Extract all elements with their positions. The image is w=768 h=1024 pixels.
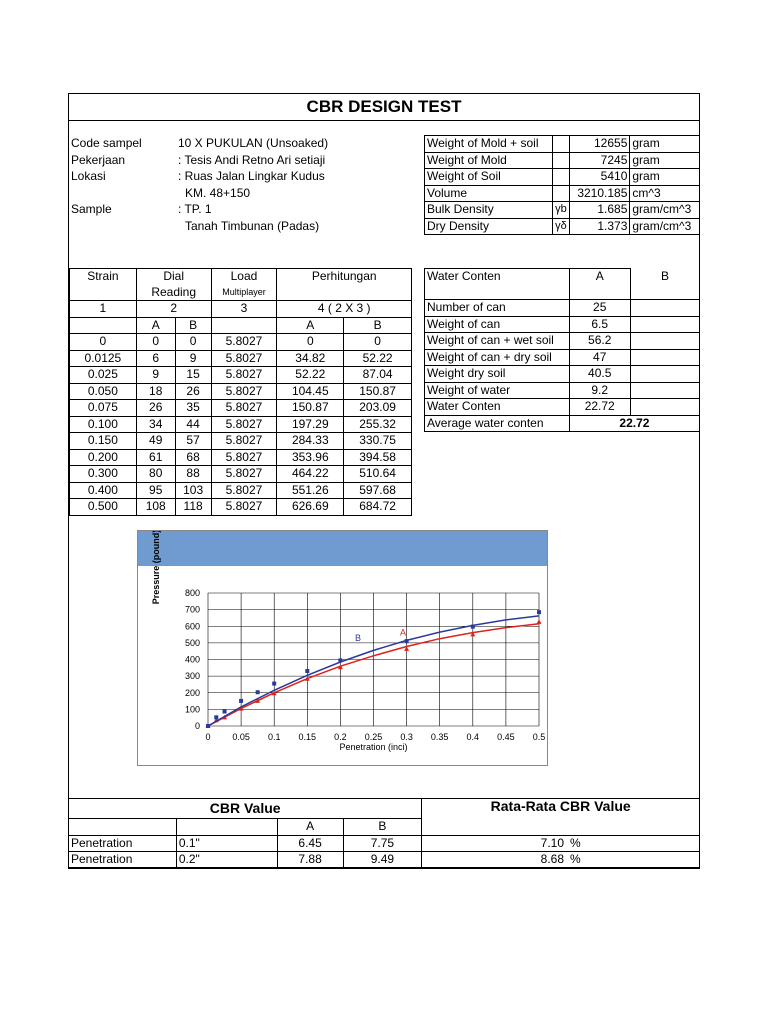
cbr-average [422,835,700,852]
dial-a: 26 [136,400,175,417]
result-a: 551.26 [277,482,344,499]
average-value: 22.72 [569,415,699,432]
density-unit: gram [630,136,700,153]
x-tick-label: 0.2 [334,732,347,742]
table-row [70,433,412,450]
density-value: 1.685 [569,202,630,219]
dial-b: 103 [175,482,211,499]
result-b: 203.09 [344,400,412,417]
water-value-a: 22.72 [569,399,630,416]
table-row [70,400,412,417]
cbr-value-b: 7.75 [343,835,422,852]
table-row [425,349,700,366]
info-label: Pekerjaan [71,152,126,167]
table-row [70,301,412,318]
cbr-average-value: 8.68 [540,852,565,867]
table-row [70,350,412,367]
cbr-table [68,798,700,869]
result-a: 0 [277,334,344,351]
cbr-header-a: A [277,819,343,836]
strain-rows [70,334,412,516]
density-value: 3210.185 [569,185,630,202]
strain-value: 0.300 [70,466,137,483]
empty-cell [176,819,277,836]
dial-a: 6 [136,350,175,367]
cbr-title: CBR Value [69,799,422,819]
dial-b: 118 [175,499,211,516]
water-value-a: 56.2 [569,333,630,350]
series-b-point [256,690,260,694]
dial-a: 18 [136,383,175,400]
sub-header-a: A [136,317,175,334]
cbr-header-b: B [343,819,422,836]
table-row [425,399,700,416]
header-multiplayer: Multiplayer [211,285,277,301]
table-row [425,415,700,432]
x-tick-label: 0 [205,732,211,742]
density-symbol: γδ [553,218,570,235]
table-row [425,300,700,317]
y-tick-label: 200 [184,687,200,698]
series-b-point [305,669,309,673]
dial-a: 95 [136,482,175,499]
load-multiplier: 5.8027 [211,433,277,450]
result-a: 353.96 [277,449,344,466]
result-a: 104.45 [277,383,344,400]
strain-value: 0.050 [70,383,137,400]
density-label: Dry Density [425,218,553,235]
table-row [425,136,700,153]
y-tick-label: 600 [184,621,200,632]
table-row [70,449,412,466]
page-title: CBR DESIGN TEST [69,94,699,121]
series-b-point [214,715,218,719]
density-value: 7245 [569,152,630,169]
result-b: 0 [344,334,412,351]
table-row [425,269,700,300]
dial-b: 57 [175,433,211,450]
info-value: KM. 48+150 [185,185,251,200]
chart-header-band [138,531,547,566]
water-rows [425,300,700,416]
y-tick-label: 500 [184,637,200,648]
table-row [425,333,700,350]
density-label: Weight of Soil [425,169,553,186]
water-label: Weight of can [425,316,570,333]
strain-value: 0.150 [70,433,137,450]
density-table [424,135,700,235]
series-a-label: A [399,627,406,638]
dial-b: 88 [175,466,211,483]
info-label: Code sampel [71,136,142,150]
dial-a: 49 [136,433,175,450]
y-tick-label: 700 [184,604,200,615]
load-multiplier: 5.8027 [211,482,277,499]
load-multiplier: 5.8027 [211,350,277,367]
load-multiplier: 5.8027 [211,400,277,417]
header-reading: Reading [136,285,211,301]
empty-cell [69,819,177,836]
info-label: Sample [71,202,112,216]
result-b: 597.68 [344,482,412,499]
info-value: 10 X PUKULAN (Unsoaked) [178,136,329,150]
result-b: 330.75 [344,433,412,450]
empty-cell [70,317,137,334]
series-b-label: B [354,633,361,644]
load-multiplier: 5.8027 [211,383,277,400]
table-row [70,317,412,334]
series-b-point [223,710,227,714]
cbr-penetration: 0.2" [176,852,277,869]
x-tick-label: 0.4 [466,732,480,742]
table-row [70,383,412,400]
dial-b: 68 [175,449,211,466]
x-tick-label: 0.45 [497,732,515,742]
cbr-value-a: 6.45 [277,835,343,852]
average-label: Average water conten [425,415,570,432]
result-a: 284.33 [277,433,344,450]
density-symbol [553,169,570,186]
water-header-b: B [630,269,699,300]
result-a: 52.22 [277,367,344,384]
density-label: Weight of Mold + soil [425,136,553,153]
water-value-b [630,382,699,399]
density-value: 5410 [569,169,630,186]
result-a: 626.69 [277,499,344,516]
result-a: 150.87 [277,400,344,417]
table-row [70,334,412,351]
water-value-b [630,366,699,383]
cbr-rows [69,835,700,868]
table-row [70,269,412,285]
result-a: 34.82 [277,350,344,367]
density-value: 12655 [569,136,630,153]
cbr-row-label: Penetration [69,852,177,869]
table-row [425,169,700,186]
info-value: Tanah Timbunan (Padas) [185,218,320,233]
x-tick-label: 0.05 [232,732,250,742]
info-value: : TP. 1 [178,202,212,216]
y-tick-label: 0 [194,721,200,731]
density-label: Volume [425,185,553,202]
y-tick-label: 100 [184,704,200,715]
dial-b: 35 [175,400,211,417]
cbr-penetration: 0.1" [176,835,277,852]
header-strain: Strain [70,269,137,301]
series-b-point [405,639,409,643]
header-dial: Dial [136,269,211,285]
x-tick-label: 0.15 [298,732,317,742]
header-perhitungan: Perhitungan [277,269,412,301]
water-value-b [630,399,699,416]
dial-a: 34 [136,416,175,433]
water-label: Weight dry soil [425,366,570,383]
column-number: 2 [136,301,211,318]
x-tick-label: 0.5 [532,732,546,742]
x-tick-label: 0.3 [400,732,413,742]
dial-b: 9 [175,350,211,367]
x-tick-label: 0.35 [430,732,449,742]
water-label: Number of can [425,300,570,317]
cbr-average-title: Rata-Rata CBR Value [422,799,700,836]
strain-value: 0.500 [70,499,137,516]
penetration-chart [137,530,548,766]
table-row [425,218,700,235]
header-load: Load [211,269,277,285]
water-value-a: 9.2 [569,382,630,399]
cbr-value-b: 9.49 [343,852,422,869]
column-number: 4 ( 2 X 3 ) [277,301,412,318]
water-label: Weight of can + wet soil [425,333,570,350]
density-symbol [553,136,570,153]
water-label: Weight of can + dry soil [425,349,570,366]
density-unit: gram [630,152,700,169]
load-multiplier: 5.8027 [211,499,277,516]
density-symbol [553,152,570,169]
x-tick-label: 0.25 [364,732,383,742]
dial-a: 61 [136,449,175,466]
water-label: Weight of water [425,382,570,399]
load-multiplier: 5.8027 [211,449,277,466]
result-b: 684.72 [344,499,412,516]
table-row [425,382,700,399]
dial-a: 80 [136,466,175,483]
dial-b: 15 [175,367,211,384]
table-row [425,366,700,383]
info-label: Lokasi [71,169,106,183]
density-unit: gram [630,169,700,186]
table-row [70,367,412,384]
density-label: Weight of Mold [425,152,553,169]
table-row [69,852,700,869]
table-row [69,799,700,819]
density-value: 1.373 [569,218,630,235]
result-a: 197.29 [277,416,344,433]
series-b-point [338,658,342,662]
dial-b: 44 [175,416,211,433]
cbr-average-unit: % [570,852,581,867]
sub-header-b: B [175,317,211,334]
result-b: 510.64 [344,466,412,483]
cbr-average-unit: % [570,835,581,850]
result-b: 394.58 [344,449,412,466]
sub-header-b: B [344,317,412,334]
dial-b: 0 [175,334,211,351]
table-row [70,466,412,483]
table-row [70,416,412,433]
table-row [425,202,700,219]
cbr-average [422,852,700,869]
load-multiplier: 5.8027 [211,466,277,483]
density-unit: gram/cm^3 [630,218,700,235]
empty-cell [211,317,277,334]
x-axis-label: Penetration (inci) [339,742,408,752]
density-label: Bulk Density [425,202,553,219]
load-multiplier: 5.8027 [211,367,277,384]
strain-value: 0.075 [70,400,137,417]
table-row [425,316,700,333]
x-tick-label: 0.1 [267,732,281,742]
density-symbol [553,185,570,202]
strain-value: 0.200 [70,449,137,466]
strain-value: 0.100 [70,416,137,433]
series-b-point [206,724,210,728]
series-b-point [239,699,243,703]
water-value-a: 25 [569,300,630,317]
series-a-point [537,619,542,624]
cbr-average-value: 7.10 [540,835,565,850]
water-header: Water Conten [425,269,570,300]
water-value-a: 6.5 [569,316,630,333]
water-label: Water Conten [425,399,570,416]
water-value-b [630,349,699,366]
water-value-b [630,316,699,333]
y-axis-label: Pressure (pound) [151,531,161,605]
density-symbol: γb [553,202,570,219]
result-b: 52.22 [344,350,412,367]
dial-b: 26 [175,383,211,400]
water-value-a: 40.5 [569,366,630,383]
result-a: 464.22 [277,466,344,483]
table-row [70,499,412,516]
chart-svg [138,531,547,765]
sub-header-a: A [277,317,344,334]
series-b-point [537,610,541,614]
info-value: : Ruas Jalan Lingkar Kudus [178,169,325,183]
table-row [69,835,700,852]
strain-value: 0.025 [70,367,137,384]
info-value: : Tesis Andi Retno Ari setiaji [178,152,326,167]
result-b: 150.87 [344,383,412,400]
water-value-b [630,300,699,317]
y-tick-label: 300 [184,671,200,682]
dial-a: 0 [136,334,175,351]
water-value-b [630,333,699,350]
water-header-a: A [569,269,630,300]
y-tick-label: 800 [184,588,200,598]
cbr-value-a: 7.88 [277,852,343,869]
table-row [70,482,412,499]
cbr-row-label: Penetration [69,835,177,852]
table-row [425,185,700,202]
water-table [424,268,700,432]
table-row [425,152,700,169]
result-b: 255.32 [344,416,412,433]
strain-value: 0 [70,334,137,351]
y-tick-label: 400 [184,654,200,665]
load-multiplier: 5.8027 [211,334,277,351]
dial-a: 9 [136,367,175,384]
strain-value: 0.0125 [70,350,137,367]
series-b-point [272,682,276,686]
density-unit: cm^3 [630,185,700,202]
water-value-a: 47 [569,349,630,366]
strain-table [69,268,412,516]
column-number: 1 [70,301,137,318]
column-number: 3 [211,301,277,318]
series-b-point [471,625,475,629]
result-b: 87.04 [344,367,412,384]
strain-value: 0.400 [70,482,137,499]
cbr-sheet [68,93,700,868]
load-multiplier: 5.8027 [211,416,277,433]
density-unit: gram/cm^3 [630,202,700,219]
dial-a: 108 [136,499,175,516]
